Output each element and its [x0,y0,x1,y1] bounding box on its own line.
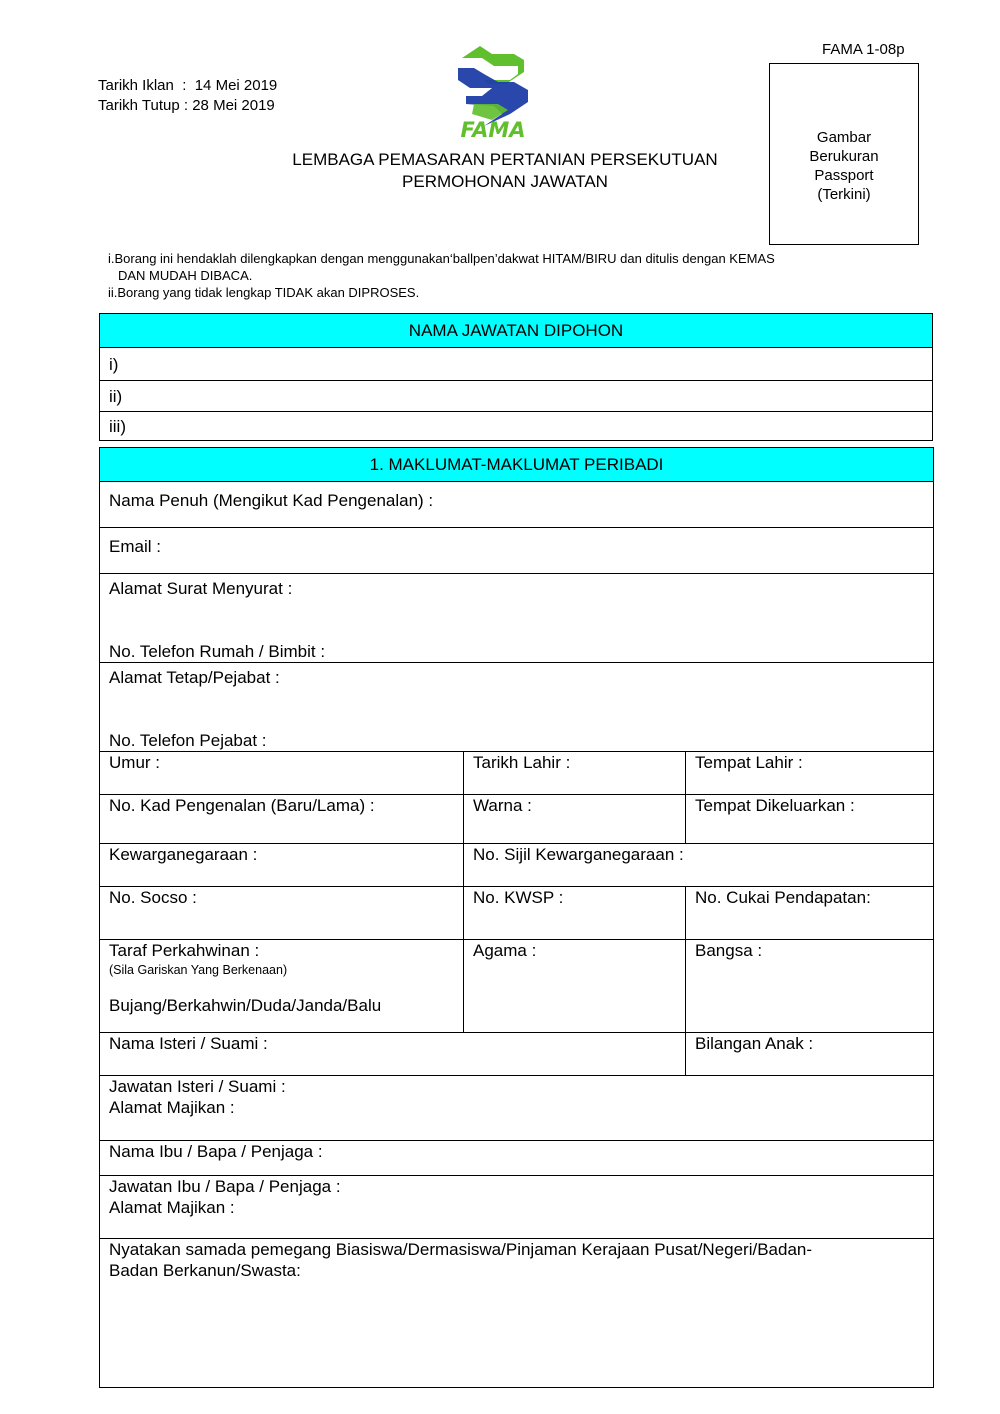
marital-status-label: Taraf Perkahwinan : [109,941,260,960]
instruction-2: ii.Borang yang tidak lengkap TIDAK akan DIPROSES. [108,285,420,300]
parent-name-field[interactable] [100,1141,934,1176]
parent-job-field[interactable] [100,1176,934,1239]
personal-details-table [99,447,934,1388]
date-block [98,76,277,116]
race-field[interactable] [686,940,934,1033]
scholarship-line-2: Badan Berkanun/Swasta: [109,1261,301,1280]
close-date-row [98,96,277,116]
age-label: Umur : [109,753,160,772]
instruction-1: i.Borang ini hendaklah dilengkapkan dengan menggunakan‘ballpen’dakwat HITAM/BIRU dan ditulis dengan KEMAS [108,251,775,266]
issued-place-field[interactable] [686,795,934,844]
logo-text: FAMA [460,118,526,140]
spouse-employer-label: Alamat Majikan : [109,1098,235,1117]
religion-label: Agama : [473,941,537,960]
email-field[interactable] [100,528,934,574]
parent-name-label: Nama Ibu / Bapa / Penjaga : [109,1142,323,1161]
citizenship-cert-label: No. Sijil Kewarganegaraan : [473,845,684,864]
close-date-label: Tarikh Tutup : [98,97,189,114]
photo-line-1: Gambar [816,129,872,146]
citizenship-cert-field[interactable] [464,844,934,887]
photo-line-2: Berukuran [809,148,879,165]
permanent-address-field[interactable] [100,663,934,752]
position-row-2[interactable]: ii) [100,381,933,412]
dob-label: Tarikh Lahir : [473,753,571,772]
email-label: Email : [109,537,161,556]
age-field[interactable] [100,752,464,795]
tax-no-field[interactable] [686,887,934,940]
socso-field[interactable] [100,887,464,940]
position-row-3[interactable]: iii) [100,412,933,441]
fama-logo [454,44,532,140]
ad-date-value: 14 Mei 2019 [194,77,278,94]
citizenship-label: Kewarganegaraan : [109,845,258,864]
children-count-label: Bilangan Anak : [695,1034,814,1053]
home-phone-label: No. Telefon Rumah / Bimbit : [109,642,326,661]
parent-employer-label: Alamat Majikan : [109,1198,235,1217]
religion-field[interactable] [464,940,686,1033]
full-name-label: Nama Penuh (Mengikut Kad Pengenalan) : [109,491,434,510]
positions-table [99,313,933,441]
positions-heading: NAMA JAWATAN DIPOHON [100,314,933,348]
ic-color-label: Warna : [473,796,532,815]
ad-date-label: Tarikh Iklan : [98,77,187,94]
position-row-1[interactable]: i) [100,348,933,381]
instruction-1-cont: DAN MUDAH DIBACA. [118,268,253,283]
issued-place-label: Tempat Dikeluarkan : [695,796,855,815]
form-title: PERMOHONAN JAWATAN [402,172,608,191]
ic-number-label: No. Kad Pengenalan (Baru/Lama) : [109,796,375,815]
dob-field[interactable] [464,752,686,795]
parent-job-label: Jawatan Ibu / Bapa / Penjaga : [109,1177,341,1196]
org-name: LEMBAGA PEMASARAN PERTANIAN PERSEKUTUAN [292,150,718,169]
ic-color-field[interactable] [464,795,686,844]
birthplace-label: Tempat Lahir : [695,753,803,772]
spouse-name-label: Nama Isteri / Suami : [109,1034,268,1053]
personal-heading: 1. MAKLUMAT-MAKLUMAT PERIBADI [100,448,934,482]
birthplace-field[interactable] [686,752,934,795]
spouse-name-field[interactable] [100,1033,686,1076]
form-code: FAMA 1-08p [822,41,905,58]
race-label: Bangsa : [695,941,763,960]
full-name-field[interactable] [100,482,934,528]
kwsp-label: No. KWSP : [473,888,564,907]
scholarship-line-1: Nyatakan samada pemegang Biasiswa/Dermasiswa/Pinjaman Kerajaan Pusat/Negeri/Badan- [109,1240,813,1259]
scholarship-field[interactable] [100,1239,934,1388]
marital-hint: (Sila Gariskan Yang Berkenaan) [109,963,288,977]
mailing-address-label: Alamat Surat Menyurat : [109,579,293,598]
citizenship-field[interactable] [100,844,464,887]
spouse-job-label: Jawatan Isteri / Suami : [109,1077,286,1096]
photo-line-3: Passport [814,167,874,184]
spouse-job-field[interactable] [100,1076,934,1141]
socso-label: No. Socso : [109,888,197,907]
ad-date-row [98,76,277,96]
ic-number-field[interactable] [100,795,464,844]
photo-line-4: (Terkini) [817,186,871,203]
close-date-value: 28 Mei 2019 [192,97,275,114]
tax-no-label: No. Cukai Pendapatan: [695,888,871,907]
form-title-block [230,149,780,193]
permanent-address-label: Alamat Tetap/Pejabat : [109,668,280,687]
marital-status-field[interactable] [100,940,464,1033]
passport-photo-box [769,63,919,245]
instructions [108,250,908,301]
office-phone-label: No. Telefon Pejabat : [109,731,267,750]
children-count-field[interactable] [686,1033,934,1076]
marital-options[interactable]: Bujang/Berkahwin/Duda/Janda/Balu [109,996,382,1015]
mailing-address-field[interactable] [100,574,934,663]
kwsp-field[interactable] [464,887,686,940]
